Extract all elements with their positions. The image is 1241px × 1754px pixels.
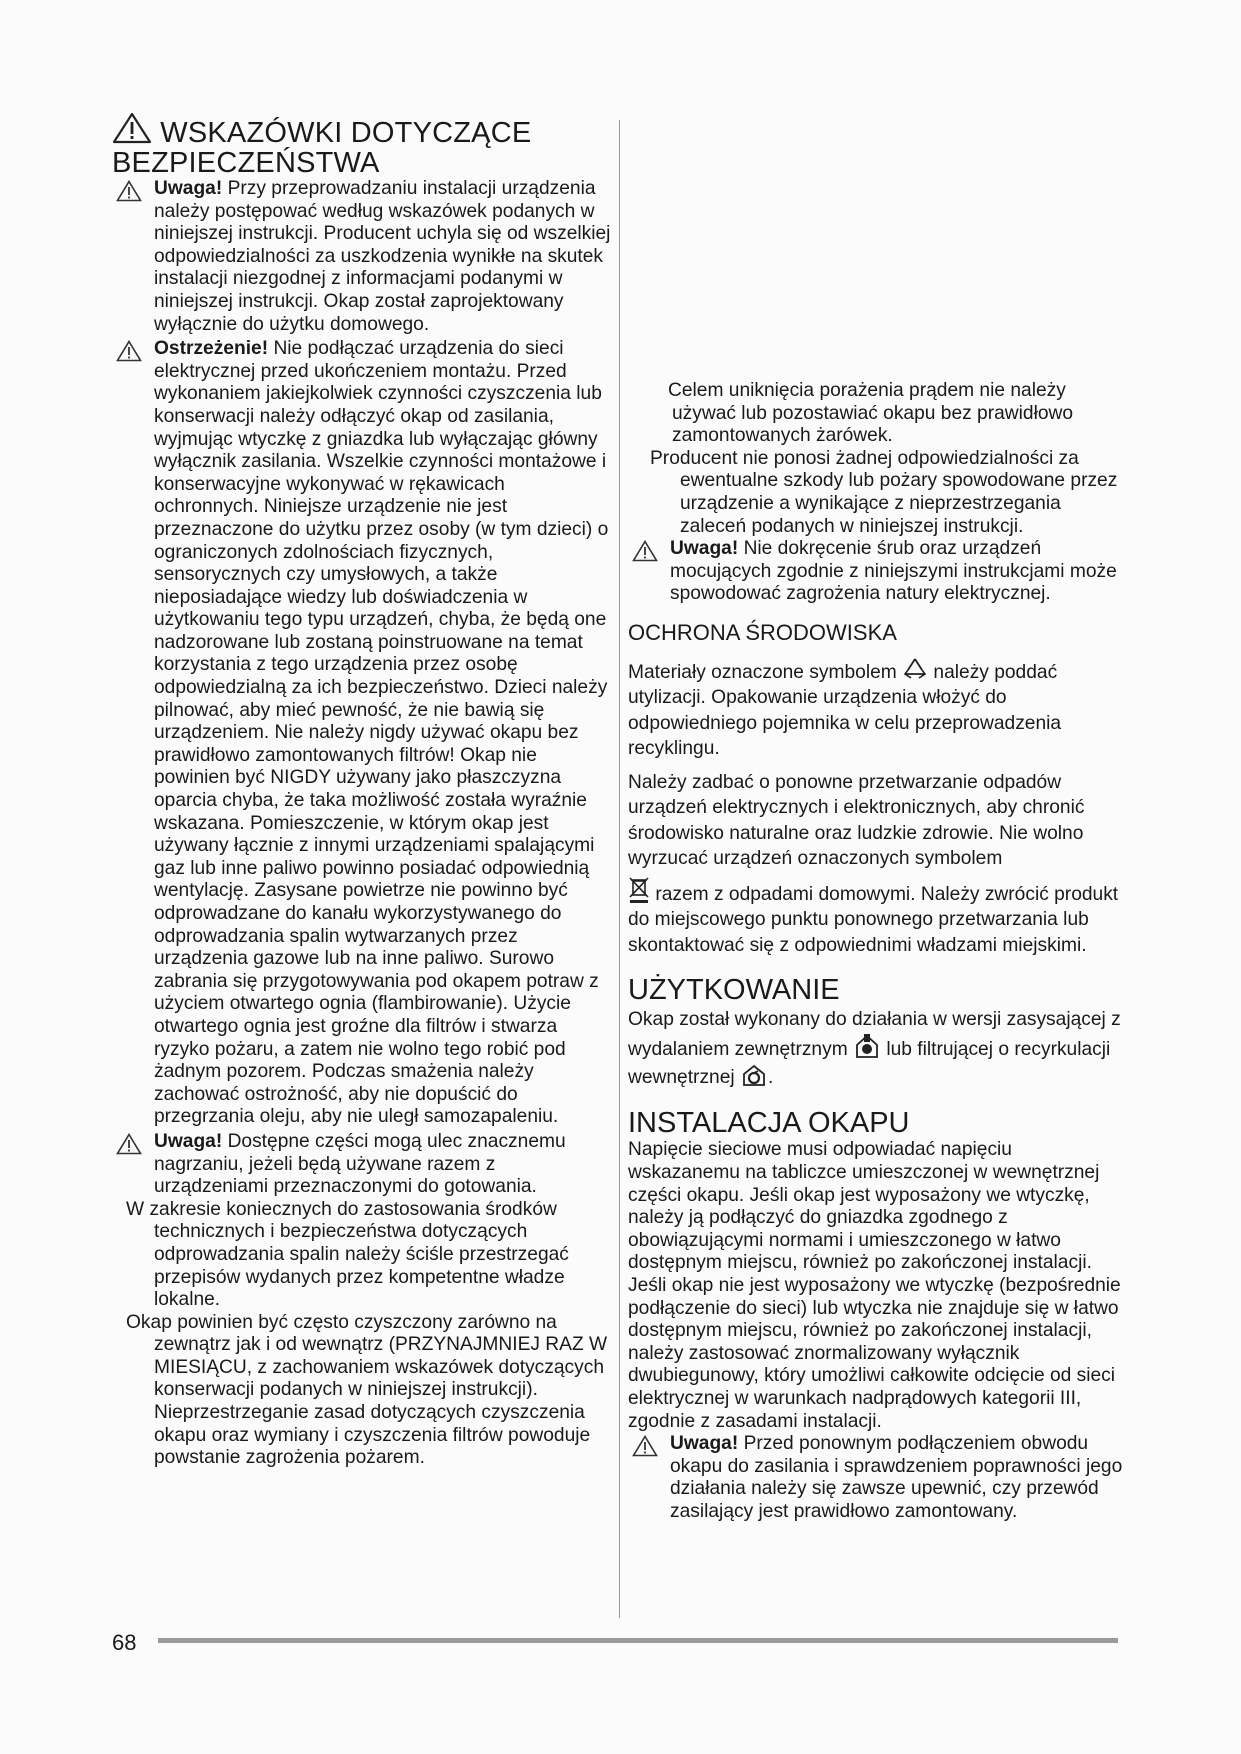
- warning-triangle-icon: [632, 540, 658, 562]
- environment-paragraph-3: razem z odpadami domowymi. Należy zwrócić produkt do miejscowego punktu ponownego przetwarzania lub skontaktować się z odpowiednimi władzami miejskimi.: [628, 876, 1128, 959]
- footer-rule: [158, 1638, 1118, 1643]
- warning-triangle-icon: [116, 180, 142, 202]
- warning-note-install: Uwaga! Przy przeprowadzaniu instalacji urządzenia należy postępować według wskazówek podanych w niniejszej instrukcji. Producent uchyla się od wszelkiej odpowiedzialności za uszkodzenia wynikłe na skutek instalacji niezgodnej z informacjami podanymi w niniejszej instrukcji. Okap został zaprojektowany wyłącznie do użytku domowego.: [112, 178, 612, 336]
- warning-triangle-icon: [112, 112, 152, 144]
- warning-note-power: Ostrzeżenie! Nie podłączać urządzenia do sieci elektrycznej przed ukończeniem montażu. Przed wykonaniem jakiejkolwiek czynności czyszczenia lub konserwacji należy odłączyć okap od zasilania, wyjmując wtyczkę z gniazdka lub wyłączając główny wyłącznik zasilania. Wszelkie czynności montażowe i konserwacyjne wykonywać w rękawicach ochronnych. Niniejsze urządzenie nie jest przeznaczone do użytku przez osoby (w tym dzieci) o ograniczonych zdolnościach fizycznych, sensorycznych czy umysłowych, a także nieposiadające wiedzy lub doświadczenia w użytkowaniu tego typu urządzeń, chyba, że będą one nadzorowane lub zostaną poinstruowane na temat korzystania z tego urządzenia przez osobę odpowiedzialną za ich bezpieczeństwo. Dzieci należy pilnować, aby mieć pewność, że nie bawią się urządzeniem. Nie należy nigdy używać okapu bez prawidłowo zamontowanych filtrów! Okap nie powinien być NIGDY używany jako płaszczyzna oparcia chyba, że taka możliwość została wyraźnie wskazana. Pomieszczenie, w którym okap jest używany łącznie z innymi urządzeniami spalającymi gaz lub inne paliwo powinno posiadać odpowiednią wentylację. Zasysane powietrze nie powinno być odprowadzane do kanału wykorzystywanego do odprowadzania spalin wytwarzanych przez urządzenia gazowe lub na inne paliwo. Surowo zabrania się przygotowywania pod okapem potraw z użyciem otwartego ognia (flambirowanie). Użycie otwartego ognia jest groźne dla filtrów i stwarza ryzyko pożaru, a zatem nie wolno tego robić pod żadnym pozorem. Podczas smażenia należy zachować ostrożność, aby nie dopuścić do przegrzania oleju, aby nie uległ samozapaleniu.: [112, 338, 612, 1129]
- right-column: [628, 380, 1128, 1524]
- usage-paragraph: Okap został wykonany do działania w wersji zasysającej z wydalaniem zewnętrznym lub filtrującej o recyrkulacji wewnętrznej .: [628, 1009, 1121, 1089]
- extraction-mode-icon: [853, 1033, 881, 1059]
- warning-triangle-icon: [116, 1133, 142, 1155]
- page-number: 68: [112, 1630, 137, 1655]
- crossed-bin-icon: [628, 876, 650, 904]
- bulbs-paragraph: Celem uniknięcia porażenia prądem nie należy używać lub pozostawiać okapu bez prawidłowo zamontowanych żarówek.: [668, 380, 1074, 447]
- recycle-icon: [902, 656, 928, 682]
- warning-note-screws: Uwaga! Nie dokręcenie śrub oraz urządzeń mocujących zgodnie z niniejszymi instrukcjami może spowodować zagrożenia natury elektrycznej.: [628, 538, 1128, 606]
- warning-triangle-icon: [116, 340, 142, 362]
- warning-note-hot-parts: Uwaga! Dostępne części mogą ulec znacznemu nagrzaniu, jeżeli będą używane razem z urządzeniami przeznaczonymi do gotowania.: [112, 1131, 612, 1199]
- environment-paragraph-2: Należy zadbać o ponowne przetwarzanie odpadów urządzeń elektrycznych i elektronicznych, aby chronić środowisko naturalne oraz ludzkie zdrowie. Nie wolno wyrzucać urządzeń oznaczonych symbolem: [628, 771, 1085, 870]
- left-column: [112, 112, 612, 1470]
- environment-title: OCHRONA ŚRODOWISKA: [628, 619, 897, 645]
- install-title: INSTALACJA OKAPU: [628, 1107, 910, 1140]
- environment-paragraph-1: Materiały oznaczone symbolem należy poddać utylizacji. Opakowanie urządzenia włożyć do odpowiedniego pojemnika w celu przeprowadzenia recyklingu.: [628, 656, 1128, 762]
- usage-title: UŻYTKOWANIE: [628, 974, 840, 1007]
- install-paragraph-2: Jeśli okap nie jest wyposażony we wtyczkę (bezpośrednie podłączenie do sieci) lub wtyczka nie znajduje się w łatwo dostępnym miejscu, również po zakończonej instalacji, należy zastosować znormalizowany wyłącznik dwubiegunowy, który umożliwi całkowite odcięcie od sieci elektrycznej w warunkach nadprądowych kategorii III, zgodnie z zasadami instalacji.: [628, 1275, 1121, 1432]
- recirculation-mode-icon: [740, 1063, 768, 1087]
- safety-title: WSKAZÓWKI DOTYCZĄCE BEZPIECZEŃSTWA: [112, 112, 612, 178]
- column-divider: [619, 120, 620, 1618]
- cleaning-paragraph: Okap powinien być często czyszczony zarówno na zewnątrz jak i od wewnątrz (PRZYNAJMNIEJ RAZ W MIESIĄCU, z zachowaniem wskazówek dotyczących konserwacji podanych w niniejszej instrukcji). Nieprzestrzeganie zasad dotyczących czyszczenia okapu oraz wymiany i czyszczenia filtrów powoduje powstanie zagrożenia pożarem.: [126, 1311, 608, 1469]
- regulations-paragraph: W zakresie koniecznych do zastosowania środków technicznych i bezpieczeństwa dotyczących odprowadzania spalin należy ściśle przestrzegać przepisów wydanych przez kompetentne władze lokalne.: [126, 1198, 569, 1311]
- warning-triangle-icon: [632, 1435, 658, 1457]
- install-paragraph-1: Napięcie sieciowe musi odpowiadać napięciu wskazanemu na tabliczce umieszczonej w wewnętrznej części okapu. Jeśli okap jest wyposażony we wtyczkę, należy ją podłączyć do gniazdka zgodnego z obowiązującymi normami i umieszczonego w łatwo dostępnym miejscu, również po zakończonej instalacji.: [628, 1139, 1100, 1274]
- liability-paragraph: Producent nie ponosi żadnej odpowiedzialności za ewentualne szkody lub pożary spowodowane przez urządzenie a wynikające z nieprzestrzegania zaleceń podanych w niniejszej instrukcji.: [650, 447, 1118, 537]
- warning-note-reconnect: Uwaga! Przed ponownym podłączeniem obwodu okapu do zasilania i sprawdzeniem poprawności jego działania należy się zawsze upewnić, czy przewód zasilający jest prawidłowo zamontowany.: [628, 1433, 1128, 1523]
